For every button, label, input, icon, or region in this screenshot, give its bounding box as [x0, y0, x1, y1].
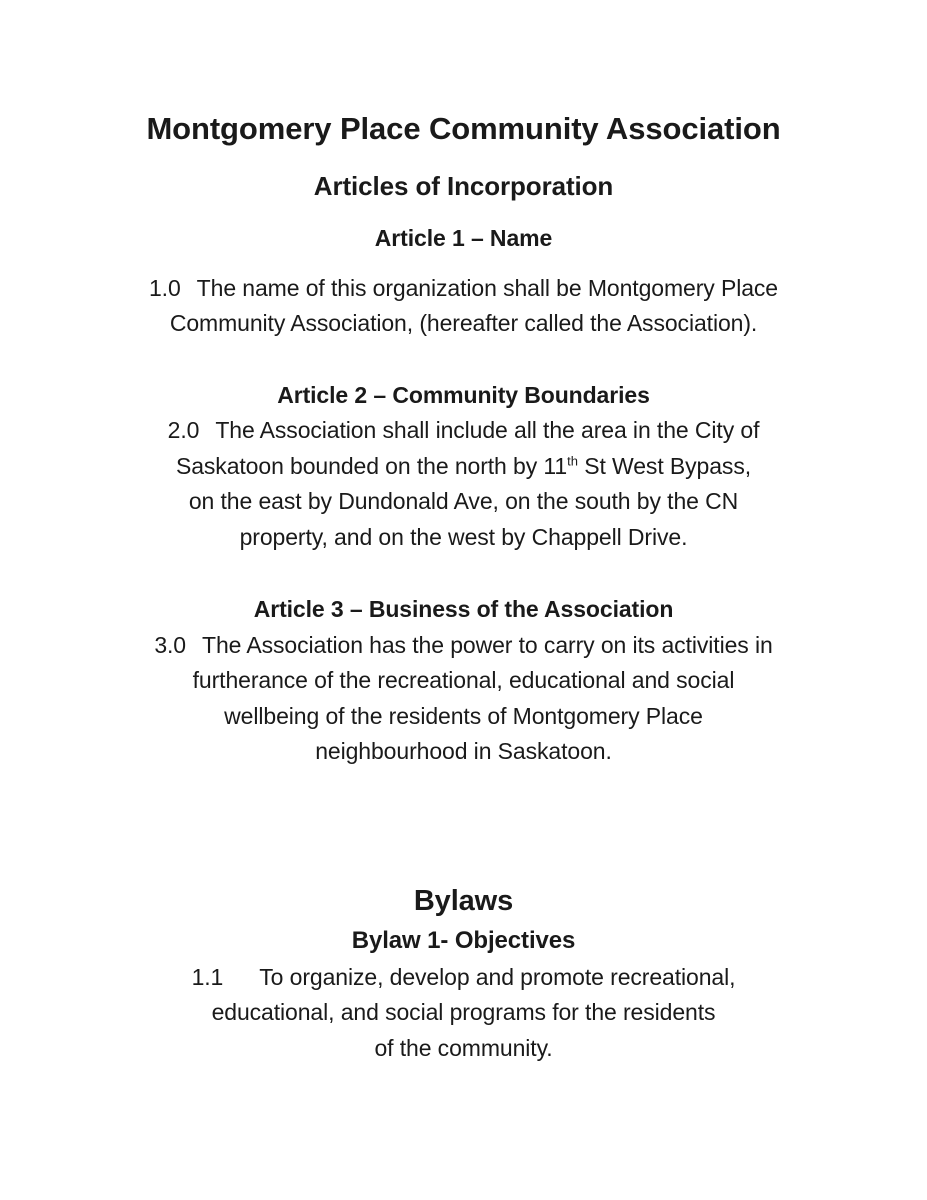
clause-text: The name of this organization shall be Montgomery Place [196, 274, 778, 301]
article-1-clause [0, 271, 927, 342]
clause-text: The Association has the power to carry on its activities in [202, 631, 773, 658]
clause-number: 2.0 [167, 417, 200, 443]
clause-line [0, 449, 927, 485]
clause-line: wellbeing of the residents of Montgomery Place [224, 702, 703, 729]
clause-text: St West Bypass, [577, 452, 752, 479]
bylaws-title: Bylaws [413, 884, 514, 917]
clause-text: The Association shall include all the area in the City of [215, 417, 760, 443]
clause-text: Saskatoon bounded on the north by 11 [175, 452, 568, 479]
clause-line [0, 960, 927, 996]
bylaws-section [0, 884, 927, 1067]
clause-number: 3.0 [154, 631, 187, 658]
clause-line: furtherance of the recreational, educational and social [192, 667, 735, 693]
article-section-2 [0, 378, 927, 556]
clause-line: property, and on the west by Chappell Drive. [239, 523, 688, 550]
article-3-clause [0, 628, 927, 770]
clause-line: on the east by Dundonald Ave, on the south by the CN [188, 488, 739, 514]
clause-line [0, 628, 927, 664]
clause-number: 1.1 [191, 963, 224, 990]
clause-line: of the community. [374, 1034, 553, 1061]
clause-number: 1.0 [148, 274, 181, 301]
bylaw-1-heading: Bylaw 1- Objectives [351, 927, 576, 954]
clause-line [0, 271, 927, 307]
clause-line [0, 413, 927, 449]
clause-line: Community Association, (hereafter called the Association). [169, 310, 758, 336]
ordinal-superscript: th [567, 452, 578, 468]
clause-line: neighbourhood in Saskatoon. [315, 738, 612, 764]
article-1-heading: Article 1 – Name [374, 225, 553, 251]
article-2-clause [0, 413, 927, 555]
clause-text: To organize, develop and promote recreational, [259, 963, 736, 990]
document-title: Montgomery Place Community Association [146, 111, 781, 146]
bylaw-1-clause [0, 960, 927, 1067]
article-section-3 [0, 592, 927, 770]
article-section-1 [0, 221, 927, 342]
article-3-heading: Article 3 – Business of the Association [253, 596, 674, 622]
article-2-heading: Article 2 – Community Boundaries [277, 381, 650, 408]
clause-line: educational, and social programs for the residents [211, 999, 716, 1025]
document-subtitle: Articles of Incorporation [313, 171, 614, 201]
